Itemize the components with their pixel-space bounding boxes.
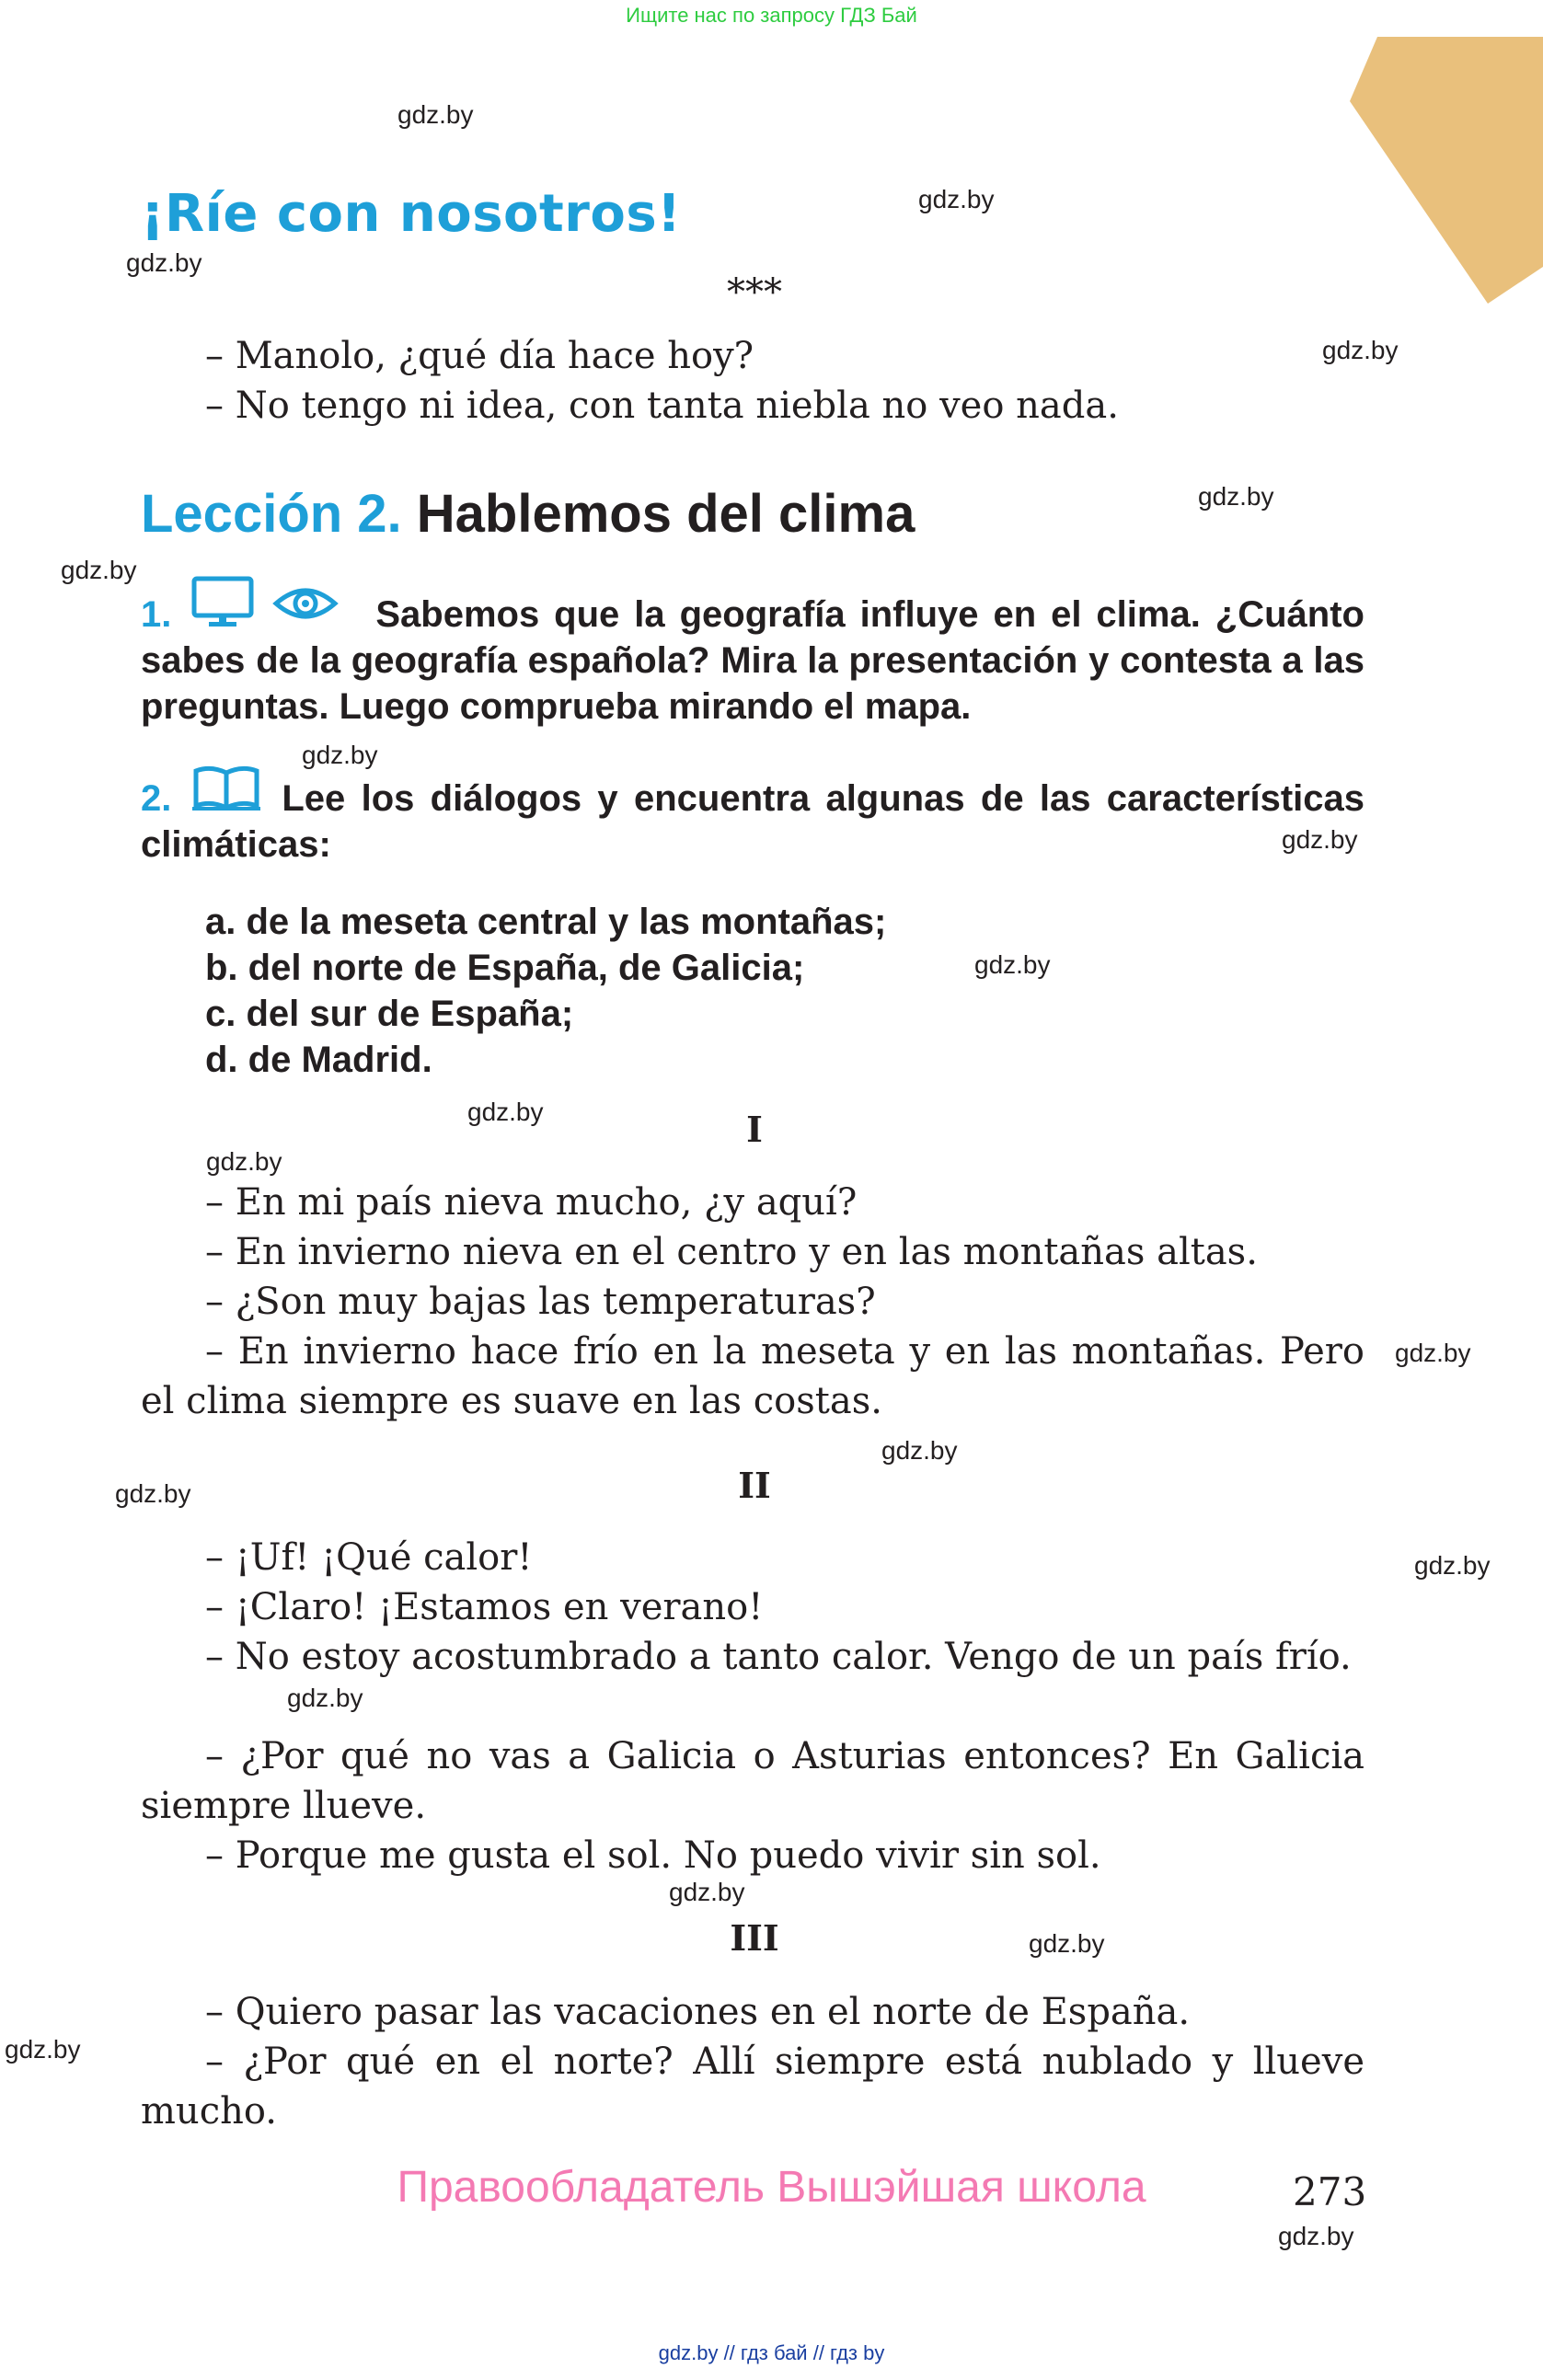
dialog-line: – En invierno hace frío en la meseta y en las montañas. Pero el clima siempre es suave en las costas. (141, 1330, 1365, 1422)
lesson-number: Lección 2. (141, 484, 402, 544)
watermark: gdz.by (467, 1098, 544, 1126)
task-1-text: Sabemos que la geografía influye en el clima. ¿Cuánto sabes de la geografía española? Mira la presentación y contesta a las preguntas. Luego comprueba mirando el mapa. (141, 594, 1365, 727)
watermark: gdz.by (1029, 1929, 1105, 1958)
dialog-line: – ¡Claro! ¡Estamos en verano! (205, 1586, 764, 1628)
task-2-option: b. del norte de España, de Galicia; (205, 948, 805, 988)
watermark: gdz.by (1278, 2222, 1354, 2250)
watermark: gdz.by (918, 185, 995, 213)
dialog-line: – ¿Por qué en el norte? Allí siempre está nublado y llueve mucho. (141, 2041, 1365, 2133)
watermark: gdz.by (669, 1878, 745, 1906)
task-2-option: a. de la meseta central y las montañas; (205, 902, 887, 942)
top-banner[interactable]: Ищите нас по запросу ГДЗ Бай (626, 4, 917, 27)
watermark: gdz.by (287, 1684, 363, 1712)
watermark: gdz.by (115, 1479, 191, 1508)
dialog-line: – ¿Por qué no vas a Galicia o Asturias entonces? En Galicia siempre llueve. (141, 1735, 1365, 1827)
page-number: 273 (1293, 2169, 1367, 2214)
watermark: gdz.by (206, 1147, 282, 1176)
watermark: gdz.by (1414, 1551, 1491, 1580)
joke-title: ¡Ríe con nosotros! (141, 184, 682, 244)
dialog-line: – ¿Son muy bajas las temperaturas? (205, 1281, 876, 1323)
watermark: gdz.by (1322, 336, 1399, 364)
dialog-line: – No estoy acostumbrado a tanto calor. Vengo de un país frío. (205, 1636, 1352, 1678)
dialog-line: – ¡Uf! ¡Qué calor! (205, 1536, 533, 1579)
dialog-numeral: I (746, 1109, 763, 1150)
task-2 (141, 776, 1365, 868)
watermark: gdz.by (302, 741, 378, 769)
lesson-title: Hablemos del clima (416, 484, 915, 544)
watermark: gdz.by (61, 556, 137, 584)
task-2-text: Lee los diálogos y encuentra algunas de las características climáticas: (141, 778, 1365, 865)
dialog-line: – Porque me gusta el sol. No puedo vivir sin sol. (205, 1834, 1101, 1877)
dialog-line: – Quiero pasar las vacaciones en el norte de España. (205, 1991, 1191, 2033)
task-1-number: 1. (141, 594, 172, 635)
joke-line: – No tengo ni idea, con tanta niebla no veo nada. (205, 385, 1119, 427)
watermark: gdz.by (5, 2035, 81, 2064)
task-2-number: 2. (141, 778, 172, 819)
task-2-option: c. del sur de España; (205, 994, 574, 1034)
lesson-heading (141, 483, 915, 545)
watermark: gdz.by (1282, 825, 1358, 854)
watermark: gdz.by (126, 248, 202, 277)
dialog-line: – En invierno nieva en el centro y en las montañas altas. (205, 1231, 1258, 1273)
watermark: gdz.by (881, 1436, 958, 1465)
task-1 (141, 592, 1365, 730)
watermark: gdz.by (1198, 482, 1274, 511)
watermark: gdz.by (1395, 1339, 1471, 1367)
footer-links[interactable]: gdz.by // гдз бай // гдз by (658, 2341, 885, 2364)
copyright-notice: Правообладатель Вышэйшая школа (397, 2163, 1146, 2212)
watermark: gdz.by (974, 950, 1051, 979)
dialog-line: – En mi país nieva mucho, ¿y aquí? (205, 1181, 858, 1224)
task-2-option: d. de Madrid. (205, 1040, 432, 1080)
joke-line: – Manolo, ¿qué día hace hoy? (205, 335, 754, 377)
corner-decoration (1258, 0, 1543, 304)
dialog-numeral: III (730, 1917, 779, 1959)
joke-separator: *** (727, 271, 782, 314)
dialog-numeral: II (738, 1465, 771, 1506)
watermark: gdz.by (397, 100, 474, 129)
